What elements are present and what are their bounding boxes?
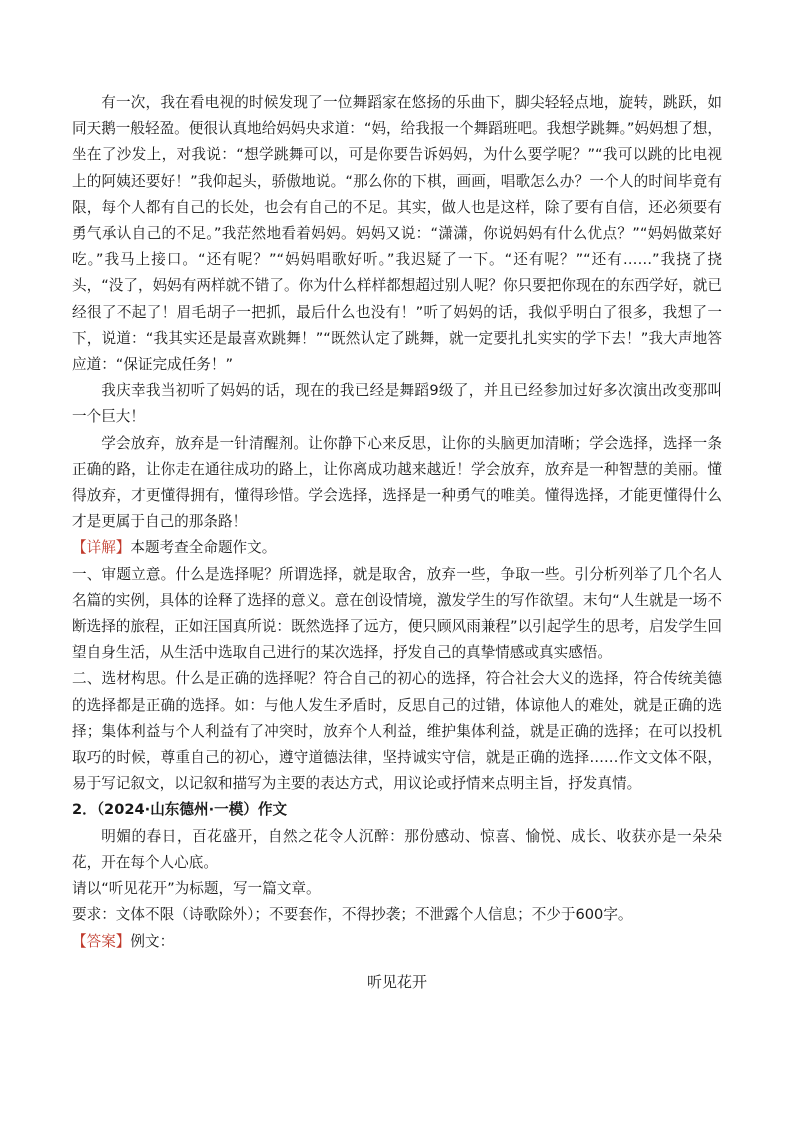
detail-line — [72, 535, 722, 561]
answer-line — [72, 929, 722, 955]
question-2-heading: 2．（2024·山东德州·一模）作文 — [72, 801, 288, 819]
question-2-instruction: 请以“听见花开”为标题，写一篇文章。 — [72, 880, 321, 898]
answer-text: 例文： — [130, 932, 175, 950]
analysis-paragraph-2: 二、选材构思。什么是正确的选择呢？符合自己的初心的选择，符合社会大义的选择，符合传统美德的选择都是正确的选择。如：与他人发生矛盾时，反思自己的过错，体谅他人的难处，就是正确的选择；集体利益与个人利益有了冲突时，放弃个人利益，维护集体利益，就是正确的选择；在可以投机取巧的时候，尊重自己的初心，遵守道德法律，坚持诚实守信，就是正确的选择……作文文体不限，易于写记叙文，以记叙和描写为主要的表达方式，用议论或抒情来点明主旨，抒发真情。 — [72, 670, 722, 793]
detail-text: 本题考查全命题作文。 — [130, 539, 277, 557]
essay-paragraph-2: 我庆幸我当初听了妈妈的话，现在的我已经是舞蹈9级了，并且已经参加过好多次演出改变那叫一个巨大！ — [72, 382, 722, 426]
question-2-prompt: 明媚的春日，百花盛开，自然之花令人沉醉：那份感动、惊喜、愉悦、成长、收获亦是一朵朵花，开在每个人心底。 — [72, 827, 722, 871]
analysis-paragraph-1: 一、审题立意。什么是选择呢？所谓选择，就是取舍，放弃一些，争取一些。引分析列举了几个名人名篇的实例，具体的诠释了选择的意义。意在创设情境，激发学生的写作欲望。末句“人生就是一场不断选择的旅程，正如汪国真所说：既然选择了远方，便只顾风雨兼程”以引起学生的思考，启发学生回望自身生活，从生活中选取自己进行的某次选择，抒发自己的真挚情感或真实感悟。 — [72, 565, 722, 662]
document-page — [72, 90, 722, 1010]
answer-tag: 【答案】 — [72, 932, 131, 950]
question-2-requirements: 要求：文体不限（诗歌除外）；不要套作，不得抄袭；不泄露个人信息；不少于600字。 — [72, 906, 633, 924]
detail-tag: 【详解】 — [72, 539, 131, 557]
essay-paragraph-1: 有一次，我在看电视的时候发现了一位舞蹈家在悠扬的乐曲下，脚尖轻轻点地，旋转，跳跃，如同天鹅一般轻盈。便很认真地给妈妈央求道：“妈，给我报一个舞蹈班吧。我想学跳舞。”妈妈想了想，坐在了沙发上，对我说：“想学跳舞可以，可是你要告诉妈妈，为什么要学呢？”“我可以跳的比电视上的阿姨还要好！”我仰起头，骄傲地说。“那么你的下棋，画画，唱歌怎么办？一个人的时间毕竟有限，每个人都有自己的长处，也会有自己的不足。其实，做人也是这样，除了要有自信，还必须要有勇气承认自己的不足。”我茫然地看着妈妈。妈妈又说：“潇潇，你说妈妈有什么优点？”“妈妈做菜好吃。”我马上接口。“还有呢？”“妈妈唱歌好听。”我迟疑了一下。“还有呢？”“还有……”我挠了挠头，“没了，妈妈有两样就不错了。你为什么样样都想超过别人呢？你只要把你现在的东西学好，就已经很了不起了！眉毛胡子一把抓，最后什么也没有！”听了妈妈的话，我似乎明白了很多，我想了一下，说道：“我其实还是最喜欢跳舞！”“既然认定了跳舞，就一定要扎扎实实的学下去！”我大声地答应道：“保证完成任务！” — [72, 94, 722, 374]
essay-paragraph-3: 学会放弃，放弃是一针清醒剂。让你静下心来反思，让你的头脑更加清晰；学会选择，选择一条正确的路，让你走在通往成功的路上，让你离成功越来越近！学会放弃，放弃是一种智慧的美丽。懂得放弃，才更懂得拥有，懂得珍惜。学会选择，选择是一种勇气的唯美。懂得选择，才能更懂得什么才是更属于自己的那条路！ — [72, 434, 722, 531]
essay-title: 听见花开 — [366, 972, 427, 991]
